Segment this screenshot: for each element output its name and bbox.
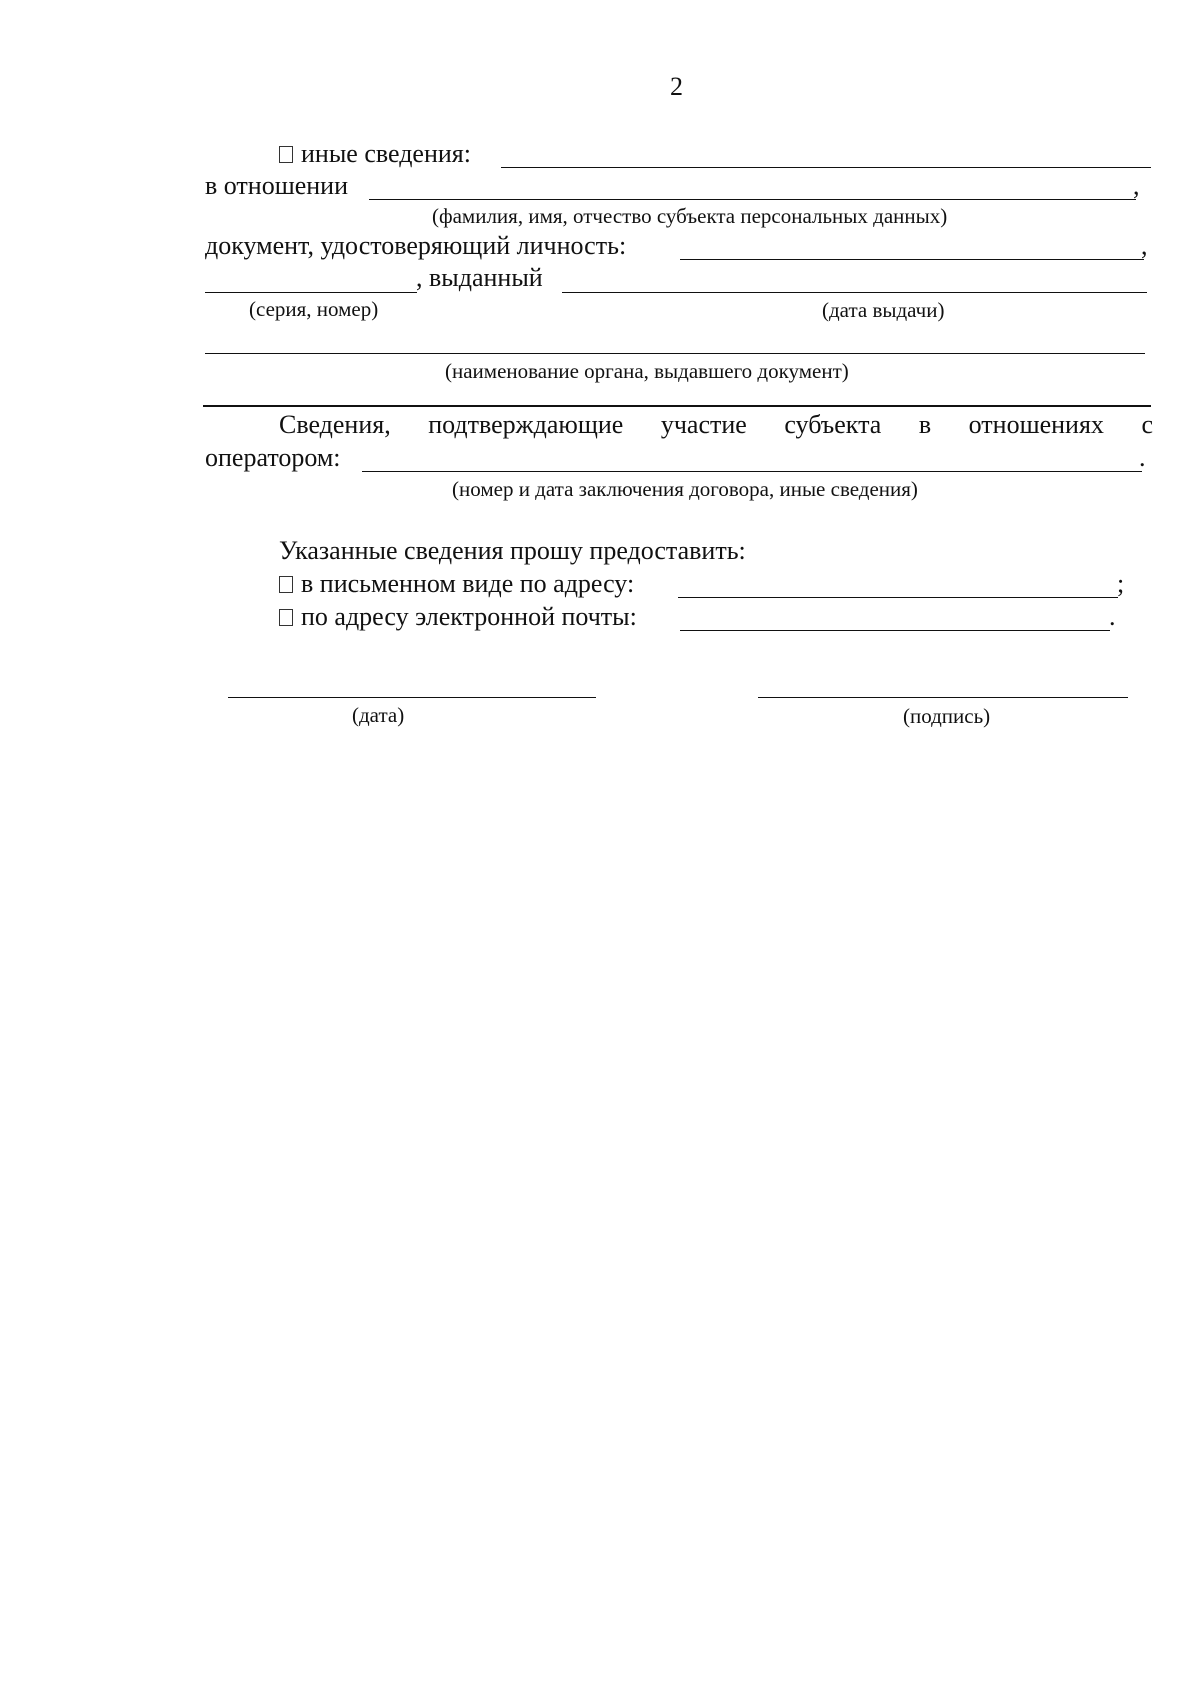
- issue-date-caption: (дата выдачи): [822, 298, 945, 322]
- participation-word: участие: [660, 410, 747, 439]
- identity-document-comma: ,: [1141, 231, 1148, 260]
- identity-document-label: документ, удостоверяющий личность:: [205, 231, 627, 260]
- participation-word: подтверждающие: [428, 410, 624, 439]
- identity-document-field[interactable]: [680, 259, 1144, 260]
- written-delivery-checkbox[interactable]: [279, 576, 293, 593]
- issued-label: , выданный: [416, 263, 543, 292]
- other-info-label: иные сведения:: [301, 139, 471, 168]
- issuing-authority-caption: (наименование органа, выдавшего документ): [445, 359, 849, 383]
- issuing-authority-field[interactable]: [205, 353, 1145, 354]
- contract-info-field[interactable]: [362, 471, 1142, 472]
- written-delivery-row: [279, 569, 634, 599]
- other-info-row: [279, 139, 471, 169]
- subject-name-field[interactable]: [369, 199, 1136, 200]
- contract-info-caption: (номер и дата заключения договора, иные сведения): [452, 477, 918, 501]
- subject-name-caption: (фамилия, имя, отчество субъекта персональных данных): [432, 204, 948, 228]
- signature-field[interactable]: [758, 697, 1128, 698]
- email-delivery-row: [279, 602, 637, 632]
- signature-caption: (подпись): [903, 704, 991, 728]
- participation-word: в: [918, 410, 932, 439]
- relation-comma: ,: [1133, 171, 1140, 200]
- operator-label: оператором:: [205, 443, 341, 472]
- date-field[interactable]: [228, 697, 596, 698]
- email-address-field[interactable]: [680, 630, 1110, 631]
- other-info-field[interactable]: [501, 167, 1151, 168]
- series-number-caption: (серия, номер): [249, 297, 379, 321]
- email-delivery-label: по адресу электронной почты:: [301, 602, 637, 631]
- section-divider: [203, 405, 1151, 407]
- participation-word: с: [1141, 410, 1153, 439]
- date-caption: (дата): [352, 703, 405, 727]
- written-delivery-label: в письменном виде по адресу:: [301, 569, 635, 598]
- postal-address-field[interactable]: [678, 597, 1118, 598]
- issue-date-field[interactable]: [562, 292, 1147, 293]
- written-delivery-semicolon: ;: [1117, 569, 1125, 598]
- email-delivery-period: .: [1109, 602, 1116, 631]
- participation-text: [279, 410, 1153, 440]
- other-info-checkbox[interactable]: [279, 146, 293, 163]
- relation-label: в отношении: [205, 171, 349, 200]
- email-delivery-checkbox[interactable]: [279, 609, 293, 626]
- participation-word: субъекта: [784, 410, 882, 439]
- operator-period: .: [1139, 443, 1146, 472]
- participation-word: Сведения,: [279, 410, 391, 439]
- page-number: 2: [670, 72, 683, 101]
- series-number-field[interactable]: [205, 292, 417, 293]
- participation-word: отношениях: [968, 410, 1104, 439]
- delivery-heading: Указанные сведения прошу предоставить:: [279, 536, 746, 565]
